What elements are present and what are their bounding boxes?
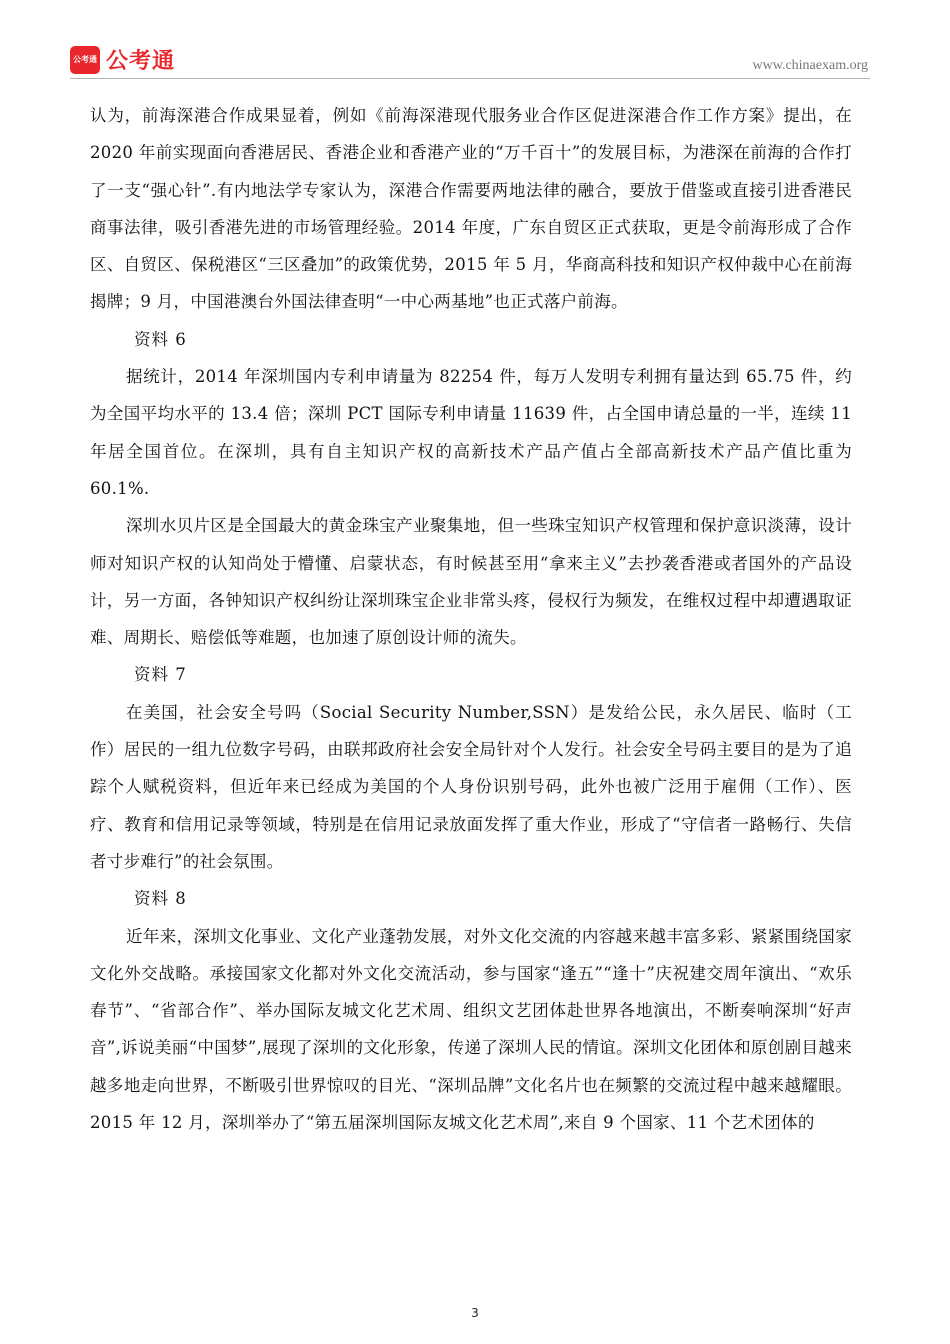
page-number: 3 <box>471 1306 479 1320</box>
site-url-link[interactable]: www.chinaexam.org <box>752 58 868 73</box>
logo-badge-icon: 公考通 <box>70 46 100 74</box>
brand-logo[interactable] <box>70 44 175 75</box>
paragraph-3: 深圳水贝片区是全国最大的黄金珠宝产业聚集地，但一些珠宝知识产权管理和保护意识淡薄，设计师对知识产权的认知尚处于懵懂、启蒙状态，有时候甚至用“拿来主义”去抄袭香港或者国外的产品设计，另一方面，各钟知识产权纠纷让深圳珠宝企业非常头疼，侵权行为频发，在维权过程中却遭遇取证难、周期长、赔偿低等难题，也加速了原创设计师的流失。 <box>90 516 852 648</box>
paragraph-1: 认为，前海深港合作成果显着，例如《前海深港现代服务业合作区促进深港合作工作方案》提出，在 2020 年前实现面向香港居民、香港企业和香港产业的“万千百十”的发展目标，为港深在前海的合作打了一支“强心针”.有内地法学专家认为，深港合作需要两地法律的融合，要放于借鉴或直接引进香港民商事法律，吸引香港先进的市场管理经验。2014 年度，广东自贸区正式获取，更是令前海形成了合作区、自贸区、保税港区“三区叠加”的政策优势，2015 年 5 月，华商高科技和知识产权仲裁中心在前海揭牌；9 月，中国港澳台外国法律查明“一中心两基地”也正式落户前海。 <box>90 106 852 312</box>
section-label-material-6: 资料 6 <box>134 329 187 349</box>
logo-text: 公考通 <box>106 49 176 74</box>
page-header <box>0 0 950 80</box>
document-body <box>90 97 852 1141</box>
paragraph-5: 近年来，深圳文化事业、文化产业蓬勃发展，对外文化交流的内容越来越丰富多彩、紧紧围绕国家文化外交战略。承接国家文化都对外文化交流活动，参与国家“逢五”“逢十”庆祝建交周年演出、“欢乐春节”、“省部合作”、举办国际友城文化艺术周、组织文艺团体赴世界各地演出，不断奏响深圳“好声音”,诉说美丽“中国梦”,展现了深圳的文化形象，传递了深圳人民的情谊。深圳文化团体和原创剧目越来越多地走向世界，不断吸引世界惊叹的目光、“深圳品牌”文化名片也在频繁的交流过程中越来越耀眼。2015 年 12 月，深圳举办了“第五届深圳国际友城文化艺术周”,来自 9 个国家、11 个艺术团体的 <box>90 926 852 1133</box>
paragraph-4: 在美国，社会安全号吗（Social Security Number,SSN）是发给公民，永久居民、临时（工作）居民的一组九位数字号码，由联邦政府社会安全局针对个人发行。社会安全号码主要目的是为了追踪个人赋税资料，但近年来已经成为美国的个人身份识别号码，此外也被广泛用于雇佣（工作）、医疗、教育和信用记录等领域，特别是在信用记录放面发挥了重大作业，形成了“守信者一路畅行、失信者寸步难行”的社会氛围。 <box>90 702 852 871</box>
section-label-material-8: 资料 8 <box>134 889 187 909</box>
section-label-material-7: 资料 7 <box>134 665 187 685</box>
paragraph-2: 据统计，2014 年深圳国内专利申请量为 82254 件，每万人发明专利拥有量达到 65.75 件，约为全国平均水平的 13.4 倍；深圳 PCT 国际专利申请量 11639 件，占全国申请总量的一半，连续 11 年居全国首位。在深圳，具有自主知识产权的高新技术产品产值占全部高新技术产品产值比重为 60.1%. <box>90 367 852 498</box>
header-divider <box>70 78 870 79</box>
